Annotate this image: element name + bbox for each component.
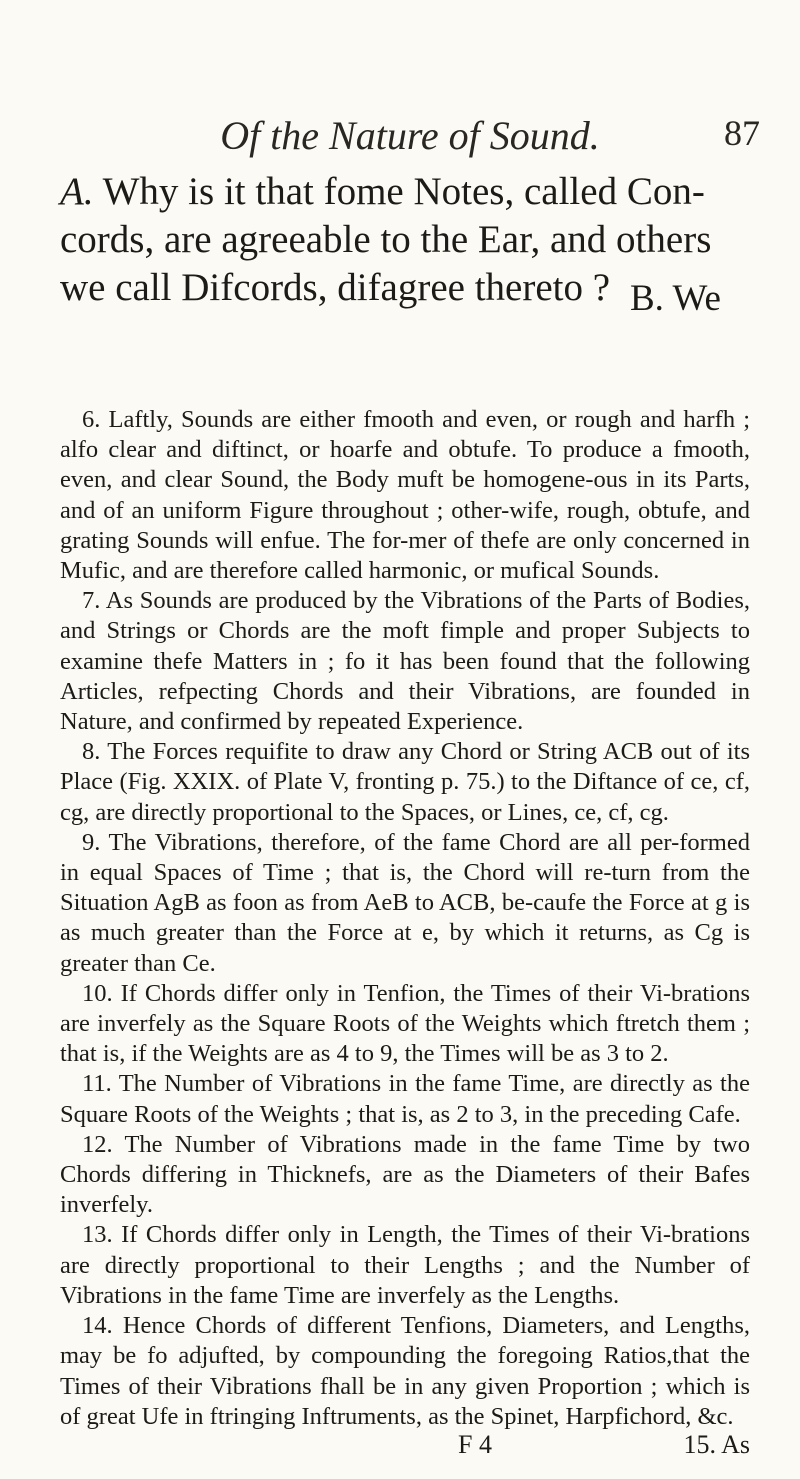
article-11 (60, 1069, 750, 1129)
article-14 (60, 1311, 750, 1432)
page-number: 87 (724, 113, 760, 153)
article-12 (60, 1130, 750, 1221)
article-9 (60, 828, 750, 979)
article-number: 14. (82, 1312, 113, 1340)
page-header (60, 112, 760, 172)
question-catchword: B. We (630, 278, 721, 319)
article-7 (60, 586, 750, 737)
article-list (60, 405, 750, 1432)
article-number: 8. (82, 738, 101, 766)
article-text: The Number of Vibrations in the fame Time, are directly as the Square Roots of the Weights ; that is, as 2 to 3, in the preceding Cafe. (60, 1070, 750, 1128)
article-number: 9. (82, 828, 101, 856)
article-text: The Number of Vibrations made in the fame Time by two Chords differing in Thicknefs, are as the Diameters of their Bafes inverfely. (60, 1130, 750, 1219)
footer-catchword: 15. As (683, 1430, 750, 1459)
article-text: As Sounds are produced by the Vibrations of the Parts of Bodies, and Strings or Chords are the moft fimple and proper Subjects to examine thefe Matters in ; fo it has been found that the following Articles, refpecting Chords and their Vibrations, are founded in Nature, and confirmed by repeated Experience. (60, 587, 750, 736)
signature-mark: F 4 (458, 1430, 492, 1459)
article-number: 7. (82, 587, 101, 615)
article-text: If Chords differ only in Tenfion, the Times of their Vi-brations are inverfely as the Square Roots of the Weights which ftretch them ; that is, if the Weights are as 4 to 9, the Times will be as 3 to 2. (60, 979, 750, 1068)
article-text: If Chords differ only in Length, the Times of their Vi-brations are directly proportional to their Lengths ; and the Number of Vibrations in the fame Time are inverfely as the Lengths. (60, 1221, 750, 1309)
running-title: Of the Nature of Sound. (220, 113, 600, 158)
article-number: 6. (82, 406, 101, 433)
article-number: 12. (82, 1130, 113, 1158)
article-text: Hence Chords of different Tenfions, Diameters, and Lengths, may be fo adjufted, by compounding the foregoing Ratios,that the Times of their Vibrations fhall be in any given Proportion ; which is of great Ufe in ftringing Inftruments, as the Spinet, Harpfichord, &c. (60, 1312, 751, 1430)
question-letter: A. (60, 170, 94, 213)
article-text: Laftly, Sounds are either fmooth and even, or rough and harfh ; alfo clear and diftinct, or hoarfe and obtufe. To produce a fmooth, even, and clear Sound, the Body muft be homogene-ous in its Parts, and of an uniform Figure throughout ; other-wife, rough, obtufe, and grating Sounds will enfue. The for-mer of thefe are only concerned in Mufic, and are therefore called harmonic, or mufical Sounds. (60, 406, 750, 585)
question-text: Why is it that fome Notes, called Con-cords, are agreeable to the Ear, and others we call Difcords, difagree thereto ? (60, 170, 712, 309)
article-number: 11. (82, 1070, 112, 1098)
article-number: 13. (82, 1221, 113, 1249)
page-footer (60, 1430, 750, 1470)
article-6 (60, 405, 750, 586)
article-8 (60, 737, 750, 828)
article-text: The Vibrations, therefore, of the fame Chord are all per-formed in equal Spaces of Time ; that is, the Chord will re-turn from the Situation AgB as foon as from AeB to ACB, be-caufe the Force at g is as much greater than the Force at e, by which it returns, as Cg is greater than Ce. (60, 828, 750, 977)
article-10 (60, 979, 750, 1070)
article-number: 10. (82, 979, 113, 1007)
article-13 (60, 1220, 750, 1311)
article-text: The Forces requifite to draw any Chord or String ACB out of its Place (Fig. XXIX. of Plate V, fronting p. 75.) to the Diftance of ce, cf, cg, are directly proportional to the Spaces, or Lines, ce, cf, cg. (60, 738, 750, 826)
